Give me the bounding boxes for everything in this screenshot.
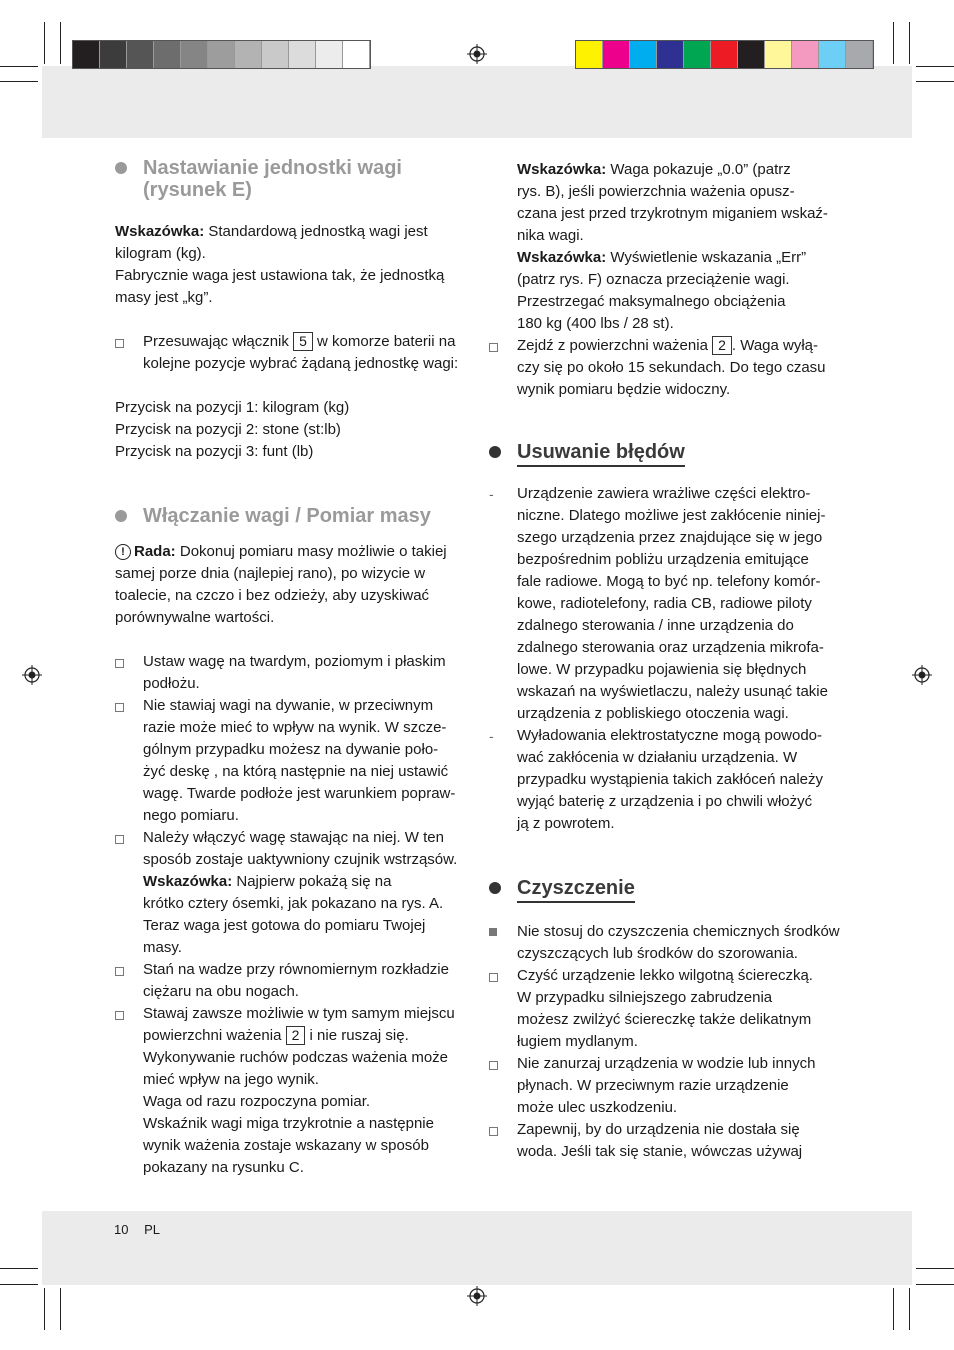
- page-footer: [114, 1222, 172, 1237]
- color-swatch: [127, 41, 154, 68]
- crop-mark: [44, 1288, 45, 1330]
- registration-mark-icon: [22, 665, 42, 685]
- section-heading-power: Włączanie wagi / Pomiar masy: [115, 505, 475, 527]
- crop-mark: [893, 22, 894, 64]
- list-item: Zejdź z powierzchni ważenia 2 . Waga wyłą- czy się po około 15 sekundach. Do tego czasu wynik pomiaru będzie widoczny.: [489, 335, 849, 401]
- list-item: Nie stosuj do czyszczenia chemicznych środków czyszczących lub środków do szorowania.: [489, 921, 849, 965]
- list-item: Nie stawiaj wagi na dywanie, w przeciwnym razie może mieć to wpływ na wynik. W szcze- gólnym przypadku możesz na dywanie poło- żyć deskę , na którą następnie na niej ustawić wagę. Twarde podłoże jest warunkiem popraw- nego pomiaru.: [115, 695, 475, 827]
- color-swatch: [316, 41, 343, 68]
- crop-mark: [916, 1284, 954, 1285]
- color-swatch: [711, 41, 738, 68]
- bullet-dot-icon: [489, 882, 501, 894]
- checkbox-bullet-icon: [489, 973, 498, 982]
- crop-mark: [0, 1284, 38, 1285]
- color-swatch: [100, 41, 127, 68]
- color-swatch: [603, 41, 630, 68]
- crop-mark: [60, 22, 61, 64]
- list-item: - Wyładowania elektrostatyczne mogą powodo- wać zakłócenia w działaniu urządzenia. W przypadku wystąpienia takich zakłóceń należy wyjąć baterię z urządzenia i po chwili włożyć ją z powrotem.: [489, 727, 823, 832]
- language-code: PL: [144, 1222, 160, 1237]
- warning-icon: !: [115, 544, 131, 560]
- registration-mark-icon: [912, 665, 932, 685]
- color-swatch: [154, 41, 181, 68]
- crop-mark: [909, 1288, 910, 1330]
- dash-bullet-icon: -: [489, 486, 494, 502]
- text-line: porównywalne wartości.: [115, 609, 275, 626]
- section-heading-unit: [115, 157, 475, 201]
- color-swatch: [765, 41, 792, 68]
- note-paragraph: Wskazówka: Waga pokazuje „0.0” (patrz: [517, 161, 791, 178]
- bullet-dot-icon: [115, 510, 127, 522]
- checkbox-bullet-icon: [489, 343, 498, 352]
- list-item: Ustaw wagę na twardym, poziomym i płaskim podłożu.: [115, 651, 475, 695]
- color-swatch: [630, 41, 657, 68]
- registration-mark-icon: [467, 44, 487, 64]
- list-item: Należy włączyć wagę stawając na niej. W ten sposób zostaje uaktywniony czujnik wstrząsów. Wskazówka: Najpierw pokażą się na krótko cztery ósemki, jak pokazano na rys. A. Teraz waga jest gotowa do pomiaru Twojej masy.: [115, 827, 475, 959]
- list-item: Stań na wadze przy równomiernym rozkładzie ciężaru na obu nogach.: [115, 959, 475, 1003]
- reference-number: 2: [286, 1026, 306, 1045]
- grayscale-calibration-strip: [72, 40, 371, 69]
- list-item: - Urządzenie zawiera wrażliwe części elektro- niczne. Dlatego możliwe jest zakłócenie niniej- szego urządzenia przez znajdujące się w jego bezpośrednim pobliżu urządzenia emitujące fale radiowe. Mogą to być np. telefony komór- kowe, radiotelefony, radia CB, radiowe piloty zdalnego sterowania / inne urządzenia do zdalnego sterowania oraz urządzenia mikrofa- lowe. W przypadku pojawienia się błędnych wskazań na wyświetlaczu, należy usunąć takie urządzenia z pobliskiego otoczenia wagi.: [489, 485, 828, 722]
- crop-mark: [916, 1268, 954, 1269]
- color-swatch: [289, 41, 316, 68]
- header-band: [42, 66, 912, 138]
- checkbox-bullet-icon: [115, 703, 124, 712]
- crop-mark: [893, 1288, 894, 1330]
- list-item: Przesuwając włącznik 5 w komorze baterii na kolejne pozycje wybrać żądaną jednostkę wagi:: [115, 331, 475, 375]
- list-item: Nie zanurzaj urządzenia w wodzie lub innych płynach. W przeciwnym razie urządzenie może ulec uszkodzeniu.: [489, 1053, 849, 1119]
- heading-line: (rysunek E): [143, 179, 252, 201]
- section-heading-troubleshooting: Usuwanie błędów: [489, 441, 849, 463]
- checkbox-bullet-icon: [489, 1061, 498, 1070]
- left-column: [115, 157, 475, 1179]
- crop-mark: [916, 81, 954, 82]
- checkbox-bullet-icon: [115, 339, 124, 348]
- color-swatch: [819, 41, 846, 68]
- crop-mark: [0, 66, 38, 67]
- text-line: masy jest „kg”.: [115, 289, 213, 306]
- color-swatch: [262, 41, 289, 68]
- text-line: samej porze dnia (najlepiej rano), po wizycie w: [115, 565, 426, 582]
- note-paragraph: Wskazówka: Standardową jednostką wagi jest: [115, 223, 428, 240]
- text-line: toalecie, na czczo i bez odzieży, aby uzyskiwać: [115, 587, 430, 604]
- text-line: Przycisk na pozycji 3: funt (lb): [115, 443, 314, 460]
- footer-band: [42, 1211, 912, 1285]
- crop-mark: [44, 22, 45, 64]
- registration-mark-icon: [467, 1286, 487, 1306]
- checkbox-bullet-icon: [115, 967, 124, 976]
- bullet-dot-icon: [489, 446, 501, 458]
- color-swatch: [208, 41, 235, 68]
- bullet-dot-icon: [115, 162, 127, 174]
- color-swatch: [846, 41, 873, 68]
- tip-paragraph: ! Rada: Dokonuj pomiaru masy możliwie o takiej: [115, 541, 475, 563]
- color-swatch: [235, 41, 262, 68]
- page-number: 10: [114, 1222, 129, 1237]
- note-paragraph: Wskazówka: Wyświetlenie wskazania „Err”: [517, 249, 807, 266]
- reference-number: 5: [293, 332, 313, 351]
- color-swatch: [73, 41, 100, 68]
- checkbox-bullet-icon: [115, 835, 124, 844]
- checkbox-bullet-icon: [489, 1127, 498, 1136]
- text-line: kilogram (kg).: [115, 245, 206, 262]
- heading-line: Nastawianie jednostki wagi: [143, 157, 402, 179]
- crop-mark: [909, 22, 910, 64]
- checkbox-bullet-icon: [115, 659, 124, 668]
- list-item: Stawaj zawsze możliwie w tym samym miejscu powierzchni ważenia 2 i nie ruszaj się. Wykonywanie ruchów podczas ważenia może mieć wpływ na jego wynik. Waga od razu rozpoczyna pomiar. Wskaźnik wagi miga trzykrotnie a następnie wynik ważenia zostaje wskazany w sposób pokazany na rysunku C.: [115, 1003, 475, 1179]
- crop-mark: [916, 66, 954, 67]
- crop-mark: [0, 1268, 38, 1269]
- right-column: Wskazówka: Waga pokazuje „0.0” (patrz rys. B), jeśli powierzchnia ważenia opusz- czana jest przed trzykrotnym miganiem wskaź- nika wagi. Wskazówka: Wyświetlenie wskazania „Err” (patrz rys. F) oznacza przeciążenie wagi. Przestrzegać maksymalnego obciążenia 180 kg (400 lbs / 28 st). Zejdź z powierzchni ważenia 2 . Waga wyłą- czy się po około 15 sekundach. Do tego czasu wynik pomiaru będzie widoczny. Usuwanie błędów - Urządzenie zawiera wrażliwe części elektro- niczne. Dlatego możliwe jest zakłócenie niniej- szego urządzenia przez znajdujące się w jego bezpośrednim pobliżu urządzenia emitujące fale radiowe. Mogą to być np. telefony komór- kowe, radiotelefony, radia CB, radiowe piloty zdalnego sterowania / inne urządzenia do zdalnego sterowania oraz urządzenia mikrofa- lowe. W przypadku pojawienia się błędnych wskazań na wyświetlaczu, należy usunąć takie urządzenia z pobliskiego otoczenia wagi. - Wyładowania elektrostatyczne mogą powodo- wać zakłócenia w działaniu urządzenia. W przypadku wystąpienia takich zakłóceń należy wyjąć baterię z urządzenia i po chwili włożyć ją z powrotem. Czyszczenie Nie stosuj do czyszczenia chemicznych środków czyszczących lub środków do szorowania. Czyść urządzenie lekko wilgotną ściereczką. W przypadku silniejszego zabrudzenia możesz zwilżyć ściereczkę także delikatnym ługiem mydlanym. Nie zanurzaj urządzenia w wodzie lub innych płynach. W przeciwnym razie urządzenie może ulec uszkodzeniu. Zapewnij, by do urządzenia nie dostała się woda. Jeśli tak się stanie, wówczas używaj: [489, 159, 849, 1163]
- color-swatch: [576, 41, 603, 68]
- filled-square-bullet-icon: [489, 928, 497, 936]
- color-swatch: [792, 41, 819, 68]
- reference-number: 2: [712, 336, 732, 355]
- color-swatch: [738, 41, 765, 68]
- crop-mark: [60, 1288, 61, 1330]
- color-swatch: [181, 41, 208, 68]
- checkbox-bullet-icon: [115, 1011, 124, 1020]
- text-line: Przycisk na pozycji 2: stone (st:lb): [115, 421, 341, 438]
- color-swatch: [343, 41, 370, 68]
- text-line: Fabrycznie waga jest ustawiona tak, że jednostką: [115, 267, 445, 284]
- section-heading-cleaning: Czyszczenie: [489, 877, 849, 899]
- dash-bullet-icon: -: [489, 728, 494, 744]
- color-swatch: [684, 41, 711, 68]
- list-item: Zapewnij, by do urządzenia nie dostała się woda. Jeśli tak się stanie, wówczas używaj: [489, 1119, 849, 1163]
- color-calibration-strip: [575, 40, 874, 69]
- list-item: Czyść urządzenie lekko wilgotną ściereczką. W przypadku silniejszego zabrudzenia możesz zwilżyć ściereczkę także delikatnym ługiem mydlanym.: [489, 965, 849, 1053]
- text-line: Przycisk na pozycji 1: kilogram (kg): [115, 399, 350, 416]
- color-swatch: [657, 41, 684, 68]
- crop-mark: [0, 81, 38, 82]
